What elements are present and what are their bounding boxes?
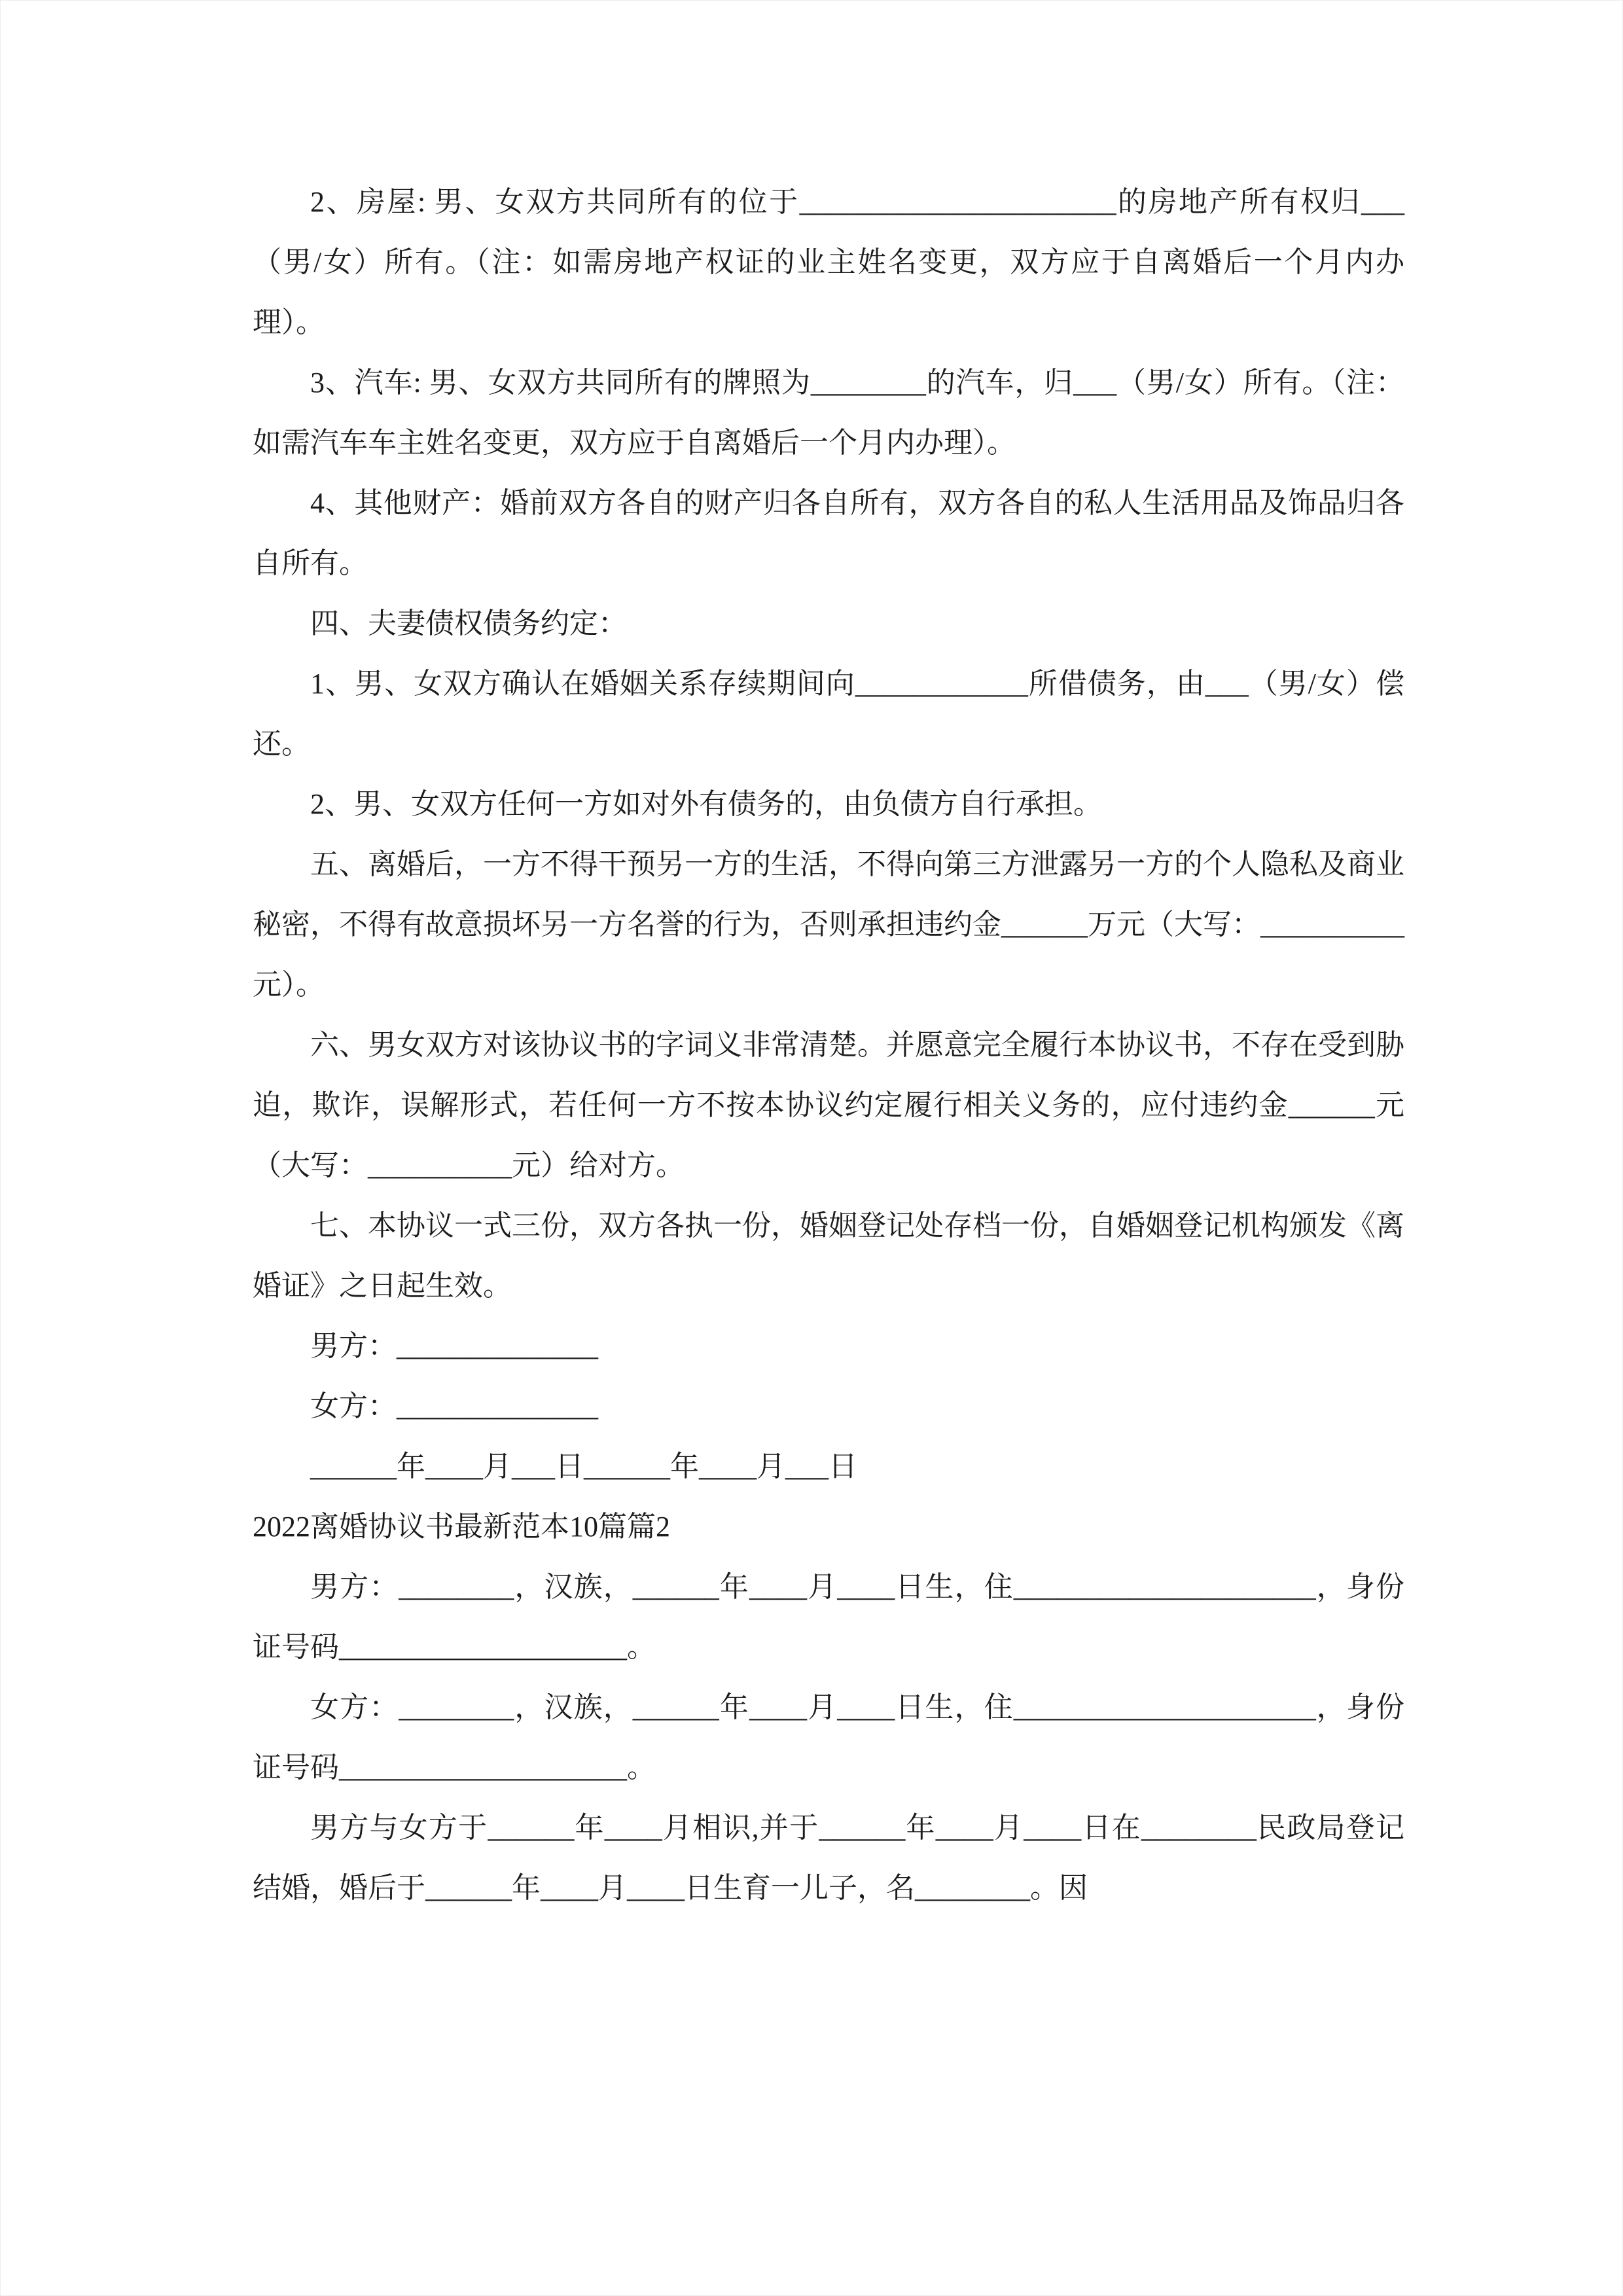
party-male-info: 男方：________，汉族，______年____月____日生，住_____________________，身份证号码____________________。 [253,1571,1404,1663]
clause-copies-effective: 七、本协议一式三份，双方各执一份，婚姻登记处存档一份，自婚姻登记机构颁发《离婚证》之日起生效。 [253,1210,1404,1302]
marriage-history: 男方与女方于______年____月相识,并于______年____月____日在________民政局登记结婚，婚后于______年____月____日生育一儿子，名________。因 [253,1812,1404,1904]
signature-line-female: 女方：______________ [310,1390,598,1422]
section-debts-heading: 四、夫妻债权债务约定： [310,607,627,639]
clause-house: 2、房屋: 男、女双方共同所有的位于______________________的房地产所有权归___（男/女）所有。（注：如需房地产权证的业主姓名变更，双方应于自离婚后一个月内办理）。 [253,186,1404,338]
clause-privacy-breach: 五、离婚后，一方不得干预另一方的生活，不得向第三方泄露另一方的个人隐私及商业秘密，不得有故意损坏另一方名誉的行为，否则承担违约金______万元（大写：__________元）。 [253,848,1404,1001]
date-line: ______年____月___日______年____月___日 [310,1450,857,1482]
document-body [253,172,1404,1918]
clause-other-property: 4、其他财产：婚前双方各自的财产归各自所有，双方各自的私人生活用品及饰品归各自所有。 [253,487,1404,579]
clause-performance: 六、男女双方对该协议书的字词义非常清楚。并愿意完全履行本协议书，不存在受到胁迫，欺诈，误解形式，若任何一方不按本协议约定履行相关义务的，应付违约金______元（大写：__________元）给对方。 [253,1029,1404,1181]
clause-debt-2: 2、男、女双方任何一方如对外有债务的，由负债方自行承担。 [310,788,1102,820]
clause-car: 3、汽车: 男、女双方共同所有的牌照为________的汽车，归___（男/女）所有。（注：如需汽车车主姓名变更，双方应于自离婚后一个月内办理）。 [253,367,1404,459]
section-2-title: 2022离婚协议书最新范本10篇篇2 [253,1511,670,1543]
signature-line-male: 男方：______________ [310,1330,598,1362]
party-female-info: 女方：________，汉族，______年____月____日生，住_____________________，身份证号码____________________。 [253,1691,1404,1784]
clause-debt-1: 1、男、女双方确认在婚姻关系存续期间向____________所借债务，由___（男/女）偿还。 [253,668,1404,760]
